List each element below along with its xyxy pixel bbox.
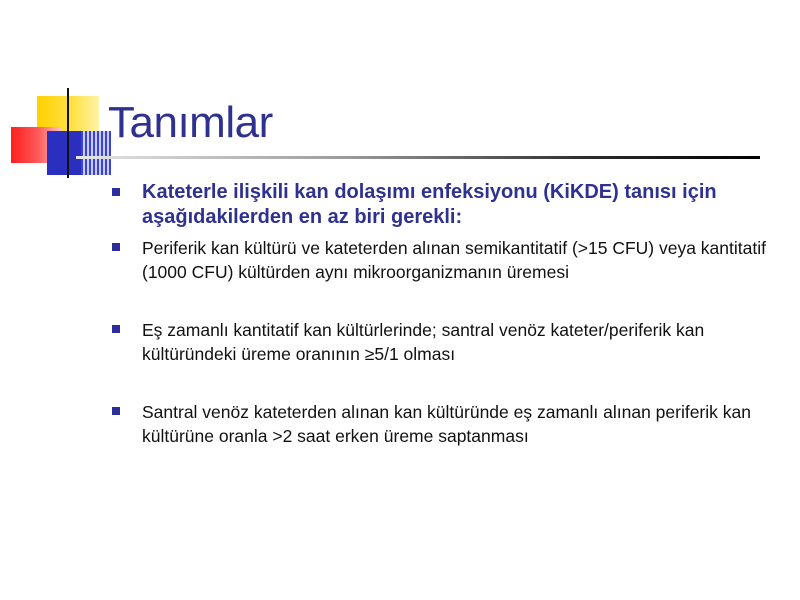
slide-title: Tanımlar: [108, 98, 273, 147]
square-bullet-icon: [112, 188, 120, 196]
criterion-bullet-2: [112, 318, 782, 366]
logo-blue-square: [47, 131, 81, 175]
square-bullet-icon: [112, 407, 120, 415]
square-bullet-icon: [112, 243, 120, 251]
title-underline: [76, 156, 760, 159]
criterion-bullet-1: [112, 236, 782, 284]
heading-bullet: [112, 180, 782, 230]
criterion-text-1: Periferik kan kültürü ve kateterden alınan semikantitatif (>15 CFU) veya kantitatif (1000 CFU) kültürden aynı mikroorganizmanın üremesi: [142, 238, 766, 282]
criterion-bullet-3: [112, 400, 782, 448]
criterion-text-2: Eş zamanlı kantitatif kan kültürlerinde; santral venöz kateter/periferik kan kültüründeki üreme oranının ≥5/1 olması: [142, 320, 705, 364]
logo-vertical-line: [67, 88, 69, 178]
square-bullet-icon: [112, 325, 120, 333]
heading-bullet-text: Kateterle ilişkili kan dolaşımı enfeksiyonu (KiKDE) tanısı için aşağıdakilerden en az biri gerekli:: [142, 181, 717, 228]
bullet-list: [112, 180, 782, 448]
criterion-text-3: Santral venöz kateterden alınan kan kültüründe eş zamanlı alınan periferik kan kültürüne oranla >2 saat erken üreme saptanması: [142, 402, 751, 446]
logo-blue-fade-square: [81, 131, 111, 175]
